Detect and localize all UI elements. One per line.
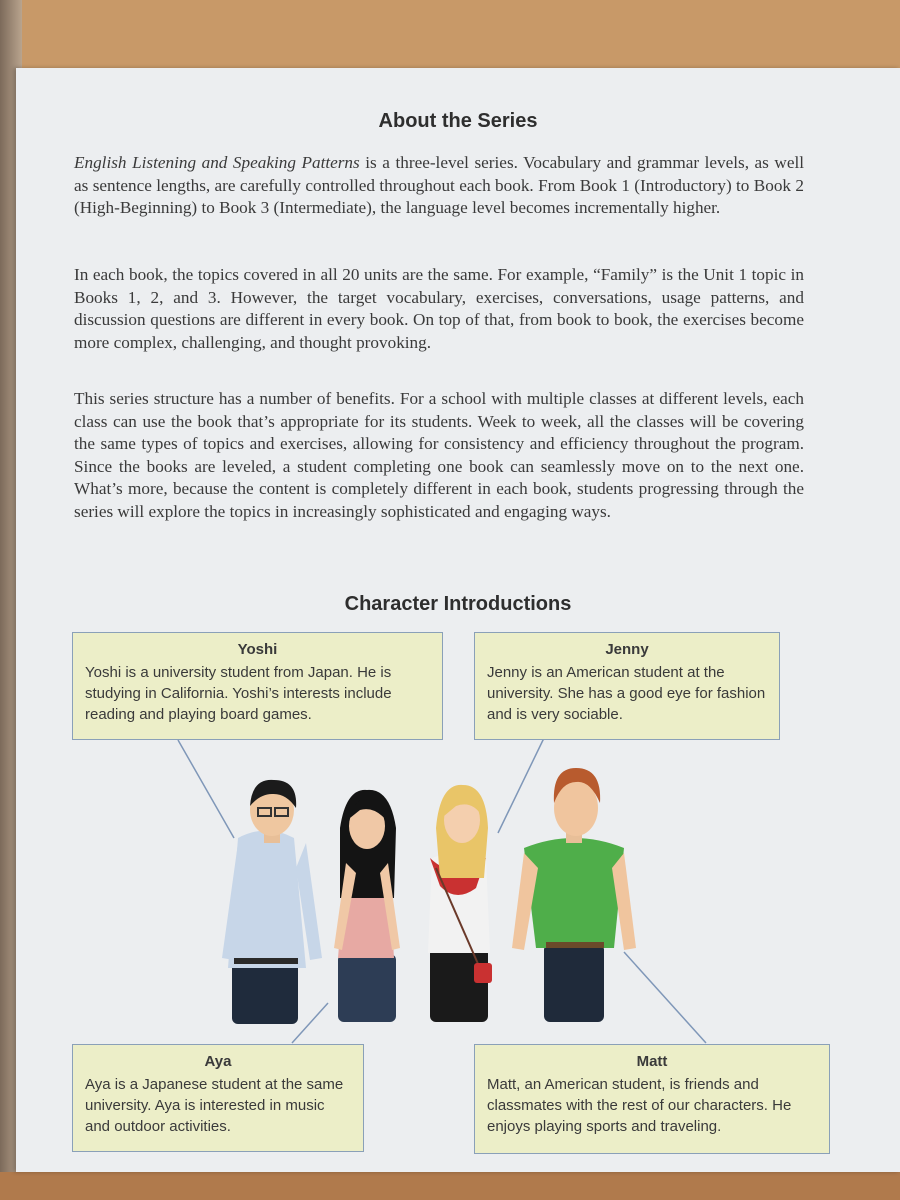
character-description: Jenny is an American student at the university. She has a good eye for fashion and is very sociable.: [487, 664, 766, 723]
character-card-aya: [72, 1044, 364, 1152]
characters-illustration: [16, 68, 900, 1172]
yoshi-pointer-line: [178, 740, 234, 838]
yoshi-figure: [222, 780, 322, 1024]
series-paragraph-3: This series structure has a number of benefits. For a school with multiple classes at different levels, each class can use the book that’s appropriate for its students. Week to week, all the classes will be covering the same types of topics and exercises, allowing for consistency and efficiency throughout the program. Since the books are leveled, a student completing one book can seamlessly move on to the next one. What’s more, because the content is completely different in each book, students progressing through the series will explore the topics in increasingly sophisticated and engaging ways.: [74, 389, 804, 521]
character-card-jenny: [474, 632, 780, 740]
book-page: [16, 68, 900, 1172]
character-description: Aya is a Japanese student at the same university. Aya is interested in music and outdoor activities.: [85, 1076, 344, 1135]
series-paragraph-1-text: is a three-level series. Vocabulary and grammar levels, as well as sentence lengths, are carefully controlled throughout each book. From Book 1 (Introductory) to Book 2 (High-Beginning) to Book 3 (Intermediate), the language level becomes incrementally higher.: [74, 153, 805, 217]
character-name: Aya: [204, 1053, 232, 1070]
character-card-yoshi: [72, 632, 443, 740]
character-card-matt: [474, 1044, 830, 1154]
table-surface: [0, 1172, 900, 1200]
matt-pointer-line: [624, 952, 706, 1043]
jenny-pointer-line: [498, 738, 544, 833]
jenny-figure: [428, 785, 492, 1022]
matt-figure: [512, 768, 636, 1022]
character-intro-title: Character Introductions: [344, 593, 572, 615]
character-description: Matt, an American student, is friends and classmates with the rest of our characters. He enjoys playing sports and traveling.: [487, 1076, 792, 1135]
character-name: Matt: [636, 1053, 668, 1070]
about-series-title: About the Series: [378, 110, 538, 132]
series-book-title: English Listening and Speaking Patterns: [74, 153, 360, 172]
character-name: Yoshi: [237, 641, 278, 658]
character-description: Yoshi is a university student from Japan. He is studying in California. Yoshi’s interests include reading and playing board games.: [85, 664, 392, 723]
series-paragraph-2: In each book, the topics covered in all 20 units are the same. For example, “Family” is the Unit 1 topic in Books 1, 2, and 3. However, the target vocabulary, exercises, conversations, usage patterns, and discussion questions are different in every book. On top of that, from book to book, the exercises become more complex, challenging, and thought provoking.: [74, 265, 804, 352]
character-name: Jenny: [605, 641, 649, 658]
aya-figure: [334, 790, 400, 1022]
